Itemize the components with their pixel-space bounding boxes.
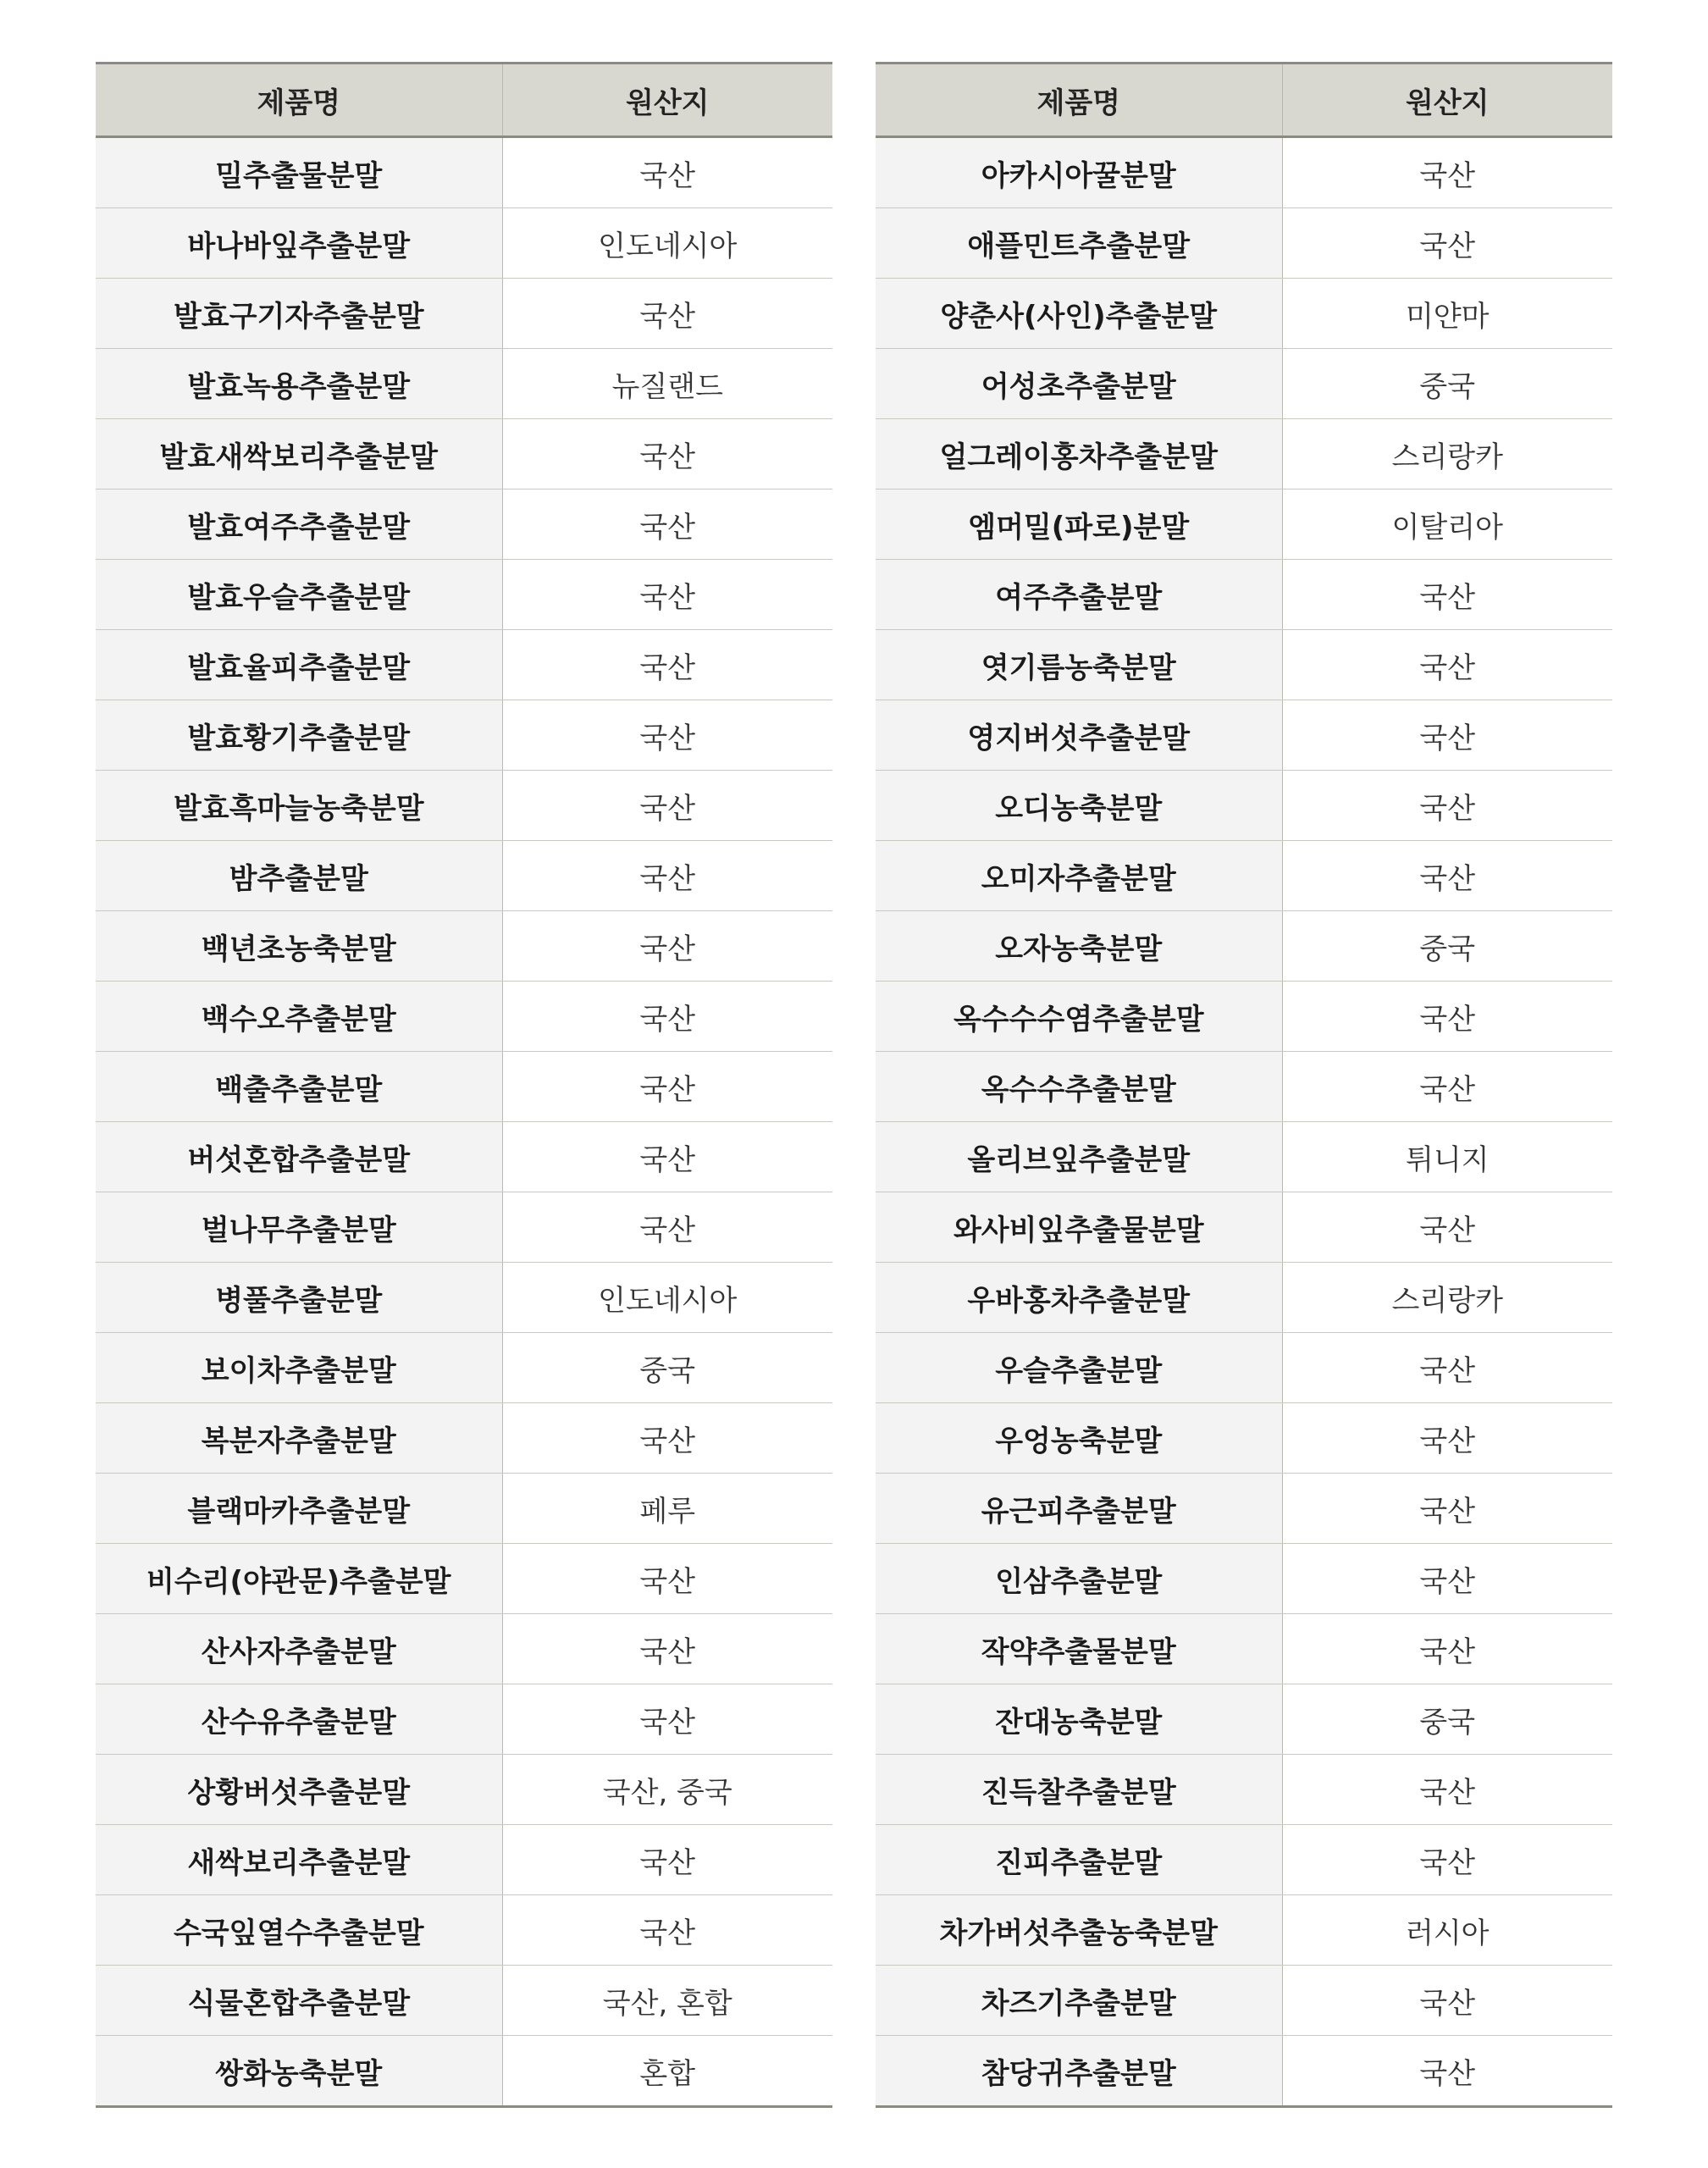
product-name-cell: 수국잎열수추출분말 — [96, 1895, 502, 1966]
product-name-cell: 백출추출분말 — [96, 1052, 502, 1122]
table-row — [876, 1333, 1612, 1403]
product-name-cell: 오미자추출분말 — [876, 841, 1282, 911]
product-name-cell: 발효여주추출분말 — [96, 489, 502, 560]
table-row — [876, 208, 1612, 279]
origin-cell: 중국 — [502, 1333, 832, 1403]
table-row — [876, 279, 1612, 349]
origin-cell: 국산 — [1282, 1755, 1612, 1825]
product-name-cell: 새싹보리추출분말 — [96, 1825, 502, 1895]
product-name-cell: 우바홍차추출분말 — [876, 1263, 1282, 1333]
origin-cell: 국산 — [502, 1403, 832, 1474]
origin-cell: 국산 — [502, 1825, 832, 1895]
table-row — [96, 1614, 832, 1684]
product-table-right — [876, 62, 1612, 2108]
table-row — [96, 1755, 832, 1825]
origin-cell: 국산 — [1282, 1403, 1612, 1474]
table-row — [96, 1052, 832, 1122]
table-row — [876, 911, 1612, 982]
table-row — [876, 1403, 1612, 1474]
product-name-cell: 여주추출분말 — [876, 560, 1282, 630]
origin-cell: 국산 — [1282, 1192, 1612, 1263]
origin-cell: 국산 — [502, 911, 832, 982]
origin-cell: 국산 — [1282, 630, 1612, 700]
table-body-left — [96, 137, 832, 2107]
table-row — [96, 1544, 832, 1614]
origin-cell: 국산 — [1282, 1966, 1612, 2036]
product-name-cell: 우엉농축분말 — [876, 1403, 1282, 1474]
origin-cell: 국산 — [502, 1052, 832, 1122]
origin-cell: 인도네시아 — [502, 208, 832, 279]
product-name-cell: 발효황기추출분말 — [96, 700, 502, 771]
origin-cell: 국산 — [502, 1895, 832, 1966]
product-name-cell: 엿기름농축분말 — [876, 630, 1282, 700]
table-row — [96, 1474, 832, 1544]
product-name-cell: 발효새싹보리추출분말 — [96, 419, 502, 489]
table-row — [876, 1544, 1612, 1614]
table-row — [876, 1825, 1612, 1895]
origin-cell: 페루 — [502, 1474, 832, 1544]
column-header-origin: 원산지 — [1282, 64, 1612, 137]
table-row — [876, 1614, 1612, 1684]
table-row — [876, 1052, 1612, 1122]
table-row — [876, 1474, 1612, 1544]
origin-cell: 튀니지 — [1282, 1122, 1612, 1192]
table-row — [96, 911, 832, 982]
table-row — [96, 1263, 832, 1333]
table-row — [96, 630, 832, 700]
table-row — [876, 1122, 1612, 1192]
table-row — [96, 1403, 832, 1474]
product-name-cell: 복분자추출분말 — [96, 1403, 502, 1474]
product-name-cell: 참당귀추출분말 — [876, 2036, 1282, 2107]
product-name-cell: 벌나무추출분말 — [96, 1192, 502, 1263]
header-row — [876, 64, 1612, 137]
origin-cell: 국산, 중국 — [502, 1755, 832, 1825]
table-row — [96, 2036, 832, 2107]
table-row — [876, 771, 1612, 841]
product-name-cell: 어성초추출분말 — [876, 349, 1282, 419]
table-row — [876, 419, 1612, 489]
origin-cell: 국산 — [502, 982, 832, 1052]
product-name-cell: 와사비잎추출물분말 — [876, 1192, 1282, 1263]
origin-cell: 스리랑카 — [1282, 419, 1612, 489]
table-row — [876, 1192, 1612, 1263]
origin-cell: 국산 — [502, 1122, 832, 1192]
product-name-cell: 밤추출분말 — [96, 841, 502, 911]
product-name-cell: 진피추출분말 — [876, 1825, 1282, 1895]
product-name-cell: 인삼추출분말 — [876, 1544, 1282, 1614]
origin-cell: 국산 — [1282, 2036, 1612, 2107]
column-header-product-name: 제품명 — [876, 64, 1282, 137]
origin-cell: 국산 — [502, 489, 832, 560]
product-name-cell: 발효흑마늘농축분말 — [96, 771, 502, 841]
product-table-left — [96, 62, 832, 2108]
table-row — [96, 771, 832, 841]
origin-cell: 국산 — [1282, 841, 1612, 911]
table-row — [876, 2036, 1612, 2107]
product-name-cell: 발효녹용추출분말 — [96, 349, 502, 419]
origin-cell: 혼합 — [502, 2036, 832, 2107]
table-row — [876, 1966, 1612, 2036]
product-name-cell: 엠머밀(파로)분말 — [876, 489, 1282, 560]
product-name-cell: 산수유추출분말 — [96, 1684, 502, 1755]
table-body-right — [876, 137, 1612, 2107]
product-name-cell: 작약추출물분말 — [876, 1614, 1282, 1684]
origin-cell: 국산 — [1282, 771, 1612, 841]
product-name-cell: 발효구기자추출분말 — [96, 279, 502, 349]
product-name-cell: 바나바잎추출분말 — [96, 208, 502, 279]
origin-cell: 국산, 혼합 — [502, 1966, 832, 2036]
product-name-cell: 산사자추출분말 — [96, 1614, 502, 1684]
origin-cell: 국산 — [502, 1614, 832, 1684]
product-name-cell: 병풀추출분말 — [96, 1263, 502, 1333]
origin-cell: 국산 — [502, 1192, 832, 1263]
origin-cell: 국산 — [1282, 1333, 1612, 1403]
table-row — [96, 349, 832, 419]
table-row — [876, 982, 1612, 1052]
origin-cell: 국산 — [1282, 1052, 1612, 1122]
origin-cell: 중국 — [1282, 911, 1612, 982]
origin-cell: 중국 — [1282, 349, 1612, 419]
table-row — [96, 279, 832, 349]
table-row — [96, 1825, 832, 1895]
origin-cell: 국산 — [502, 630, 832, 700]
table-row — [96, 982, 832, 1052]
product-name-cell: 블랙마카추출분말 — [96, 1474, 502, 1544]
product-name-cell: 밀추출물분말 — [96, 137, 502, 208]
origin-cell: 국산 — [1282, 137, 1612, 208]
product-name-cell: 진득찰추출분말 — [876, 1755, 1282, 1825]
product-name-cell: 영지버섯추출분말 — [876, 700, 1282, 771]
origin-cell: 러시아 — [1282, 1895, 1612, 1966]
origin-cell: 국산 — [1282, 1614, 1612, 1684]
product-name-cell: 차즈기추출분말 — [876, 1966, 1282, 2036]
origin-cell: 중국 — [1282, 1684, 1612, 1755]
origin-cell: 국산 — [502, 1684, 832, 1755]
origin-cell: 국산 — [1282, 1825, 1612, 1895]
table-row — [96, 208, 832, 279]
product-name-cell: 애플민트추출분말 — [876, 208, 1282, 279]
product-name-cell: 오자농축분말 — [876, 911, 1282, 982]
table-row — [96, 1684, 832, 1755]
origin-cell: 국산 — [1282, 1474, 1612, 1544]
product-name-cell: 오디농축분말 — [876, 771, 1282, 841]
column-header-product-name: 제품명 — [96, 64, 502, 137]
origin-cell: 국산 — [502, 137, 832, 208]
origin-cell: 국산 — [1282, 208, 1612, 279]
product-name-cell: 버섯혼합추출분말 — [96, 1122, 502, 1192]
table-row — [876, 489, 1612, 560]
table-row — [876, 1263, 1612, 1333]
product-name-cell: 차가버섯추출농축분말 — [876, 1895, 1282, 1966]
origin-cell: 국산 — [502, 279, 832, 349]
origin-cell: 국산 — [1282, 700, 1612, 771]
table-row — [96, 1333, 832, 1403]
product-name-cell: 발효우슬추출분말 — [96, 560, 502, 630]
origin-cell: 이탈리아 — [1282, 489, 1612, 560]
table-row — [876, 137, 1612, 208]
product-name-cell: 백수오추출분말 — [96, 982, 502, 1052]
origin-cell: 국산 — [1282, 982, 1612, 1052]
table-row — [876, 1684, 1612, 1755]
product-name-cell: 아카시아꿀분말 — [876, 137, 1282, 208]
product-name-cell: 백년초농축분말 — [96, 911, 502, 982]
origin-cell: 국산 — [502, 771, 832, 841]
table-row — [876, 841, 1612, 911]
product-name-cell: 양춘사(사인)추출분말 — [876, 279, 1282, 349]
product-name-cell: 옥수수추출분말 — [876, 1052, 1282, 1122]
origin-cell: 스리랑카 — [1282, 1263, 1612, 1333]
table-row — [96, 489, 832, 560]
product-name-cell: 발효율피추출분말 — [96, 630, 502, 700]
table-row — [96, 1122, 832, 1192]
product-name-cell: 유근피추출분말 — [876, 1474, 1282, 1544]
table-row — [876, 630, 1612, 700]
origin-cell: 국산 — [502, 700, 832, 771]
table-row — [876, 1895, 1612, 1966]
table-row — [96, 1192, 832, 1263]
origin-cell: 국산 — [502, 560, 832, 630]
product-name-cell: 잔대농축분말 — [876, 1684, 1282, 1755]
table-row — [876, 560, 1612, 630]
table-row — [96, 700, 832, 771]
table-row — [96, 1966, 832, 2036]
table-row — [876, 700, 1612, 771]
product-name-cell: 옥수수수염추출분말 — [876, 982, 1282, 1052]
product-name-cell: 보이차추출분말 — [96, 1333, 502, 1403]
origin-cell: 국산 — [502, 1544, 832, 1614]
product-name-cell: 올리브잎추출분말 — [876, 1122, 1282, 1192]
table-row — [96, 841, 832, 911]
origin-cell: 국산 — [1282, 560, 1612, 630]
table-row — [876, 349, 1612, 419]
origin-cell: 국산 — [502, 419, 832, 489]
product-name-cell: 비수리(야관문)추출분말 — [96, 1544, 502, 1614]
origin-cell: 국산 — [502, 841, 832, 911]
table-row — [876, 1755, 1612, 1825]
table-row — [96, 1895, 832, 1966]
product-name-cell: 얼그레이홍차추출분말 — [876, 419, 1282, 489]
origin-cell: 뉴질랜드 — [502, 349, 832, 419]
origin-cell: 미얀마 — [1282, 279, 1612, 349]
product-name-cell: 식물혼합추출분말 — [96, 1966, 502, 2036]
column-header-origin: 원산지 — [502, 64, 832, 137]
product-name-cell: 상황버섯추출분말 — [96, 1755, 502, 1825]
origin-cell: 인도네시아 — [502, 1263, 832, 1333]
table-row — [96, 560, 832, 630]
table-row — [96, 419, 832, 489]
origin-cell: 국산 — [1282, 1544, 1612, 1614]
header-row — [96, 64, 832, 137]
product-name-cell: 우슬추출분말 — [876, 1333, 1282, 1403]
product-name-cell: 쌍화농축분말 — [96, 2036, 502, 2107]
table-row — [96, 137, 832, 208]
